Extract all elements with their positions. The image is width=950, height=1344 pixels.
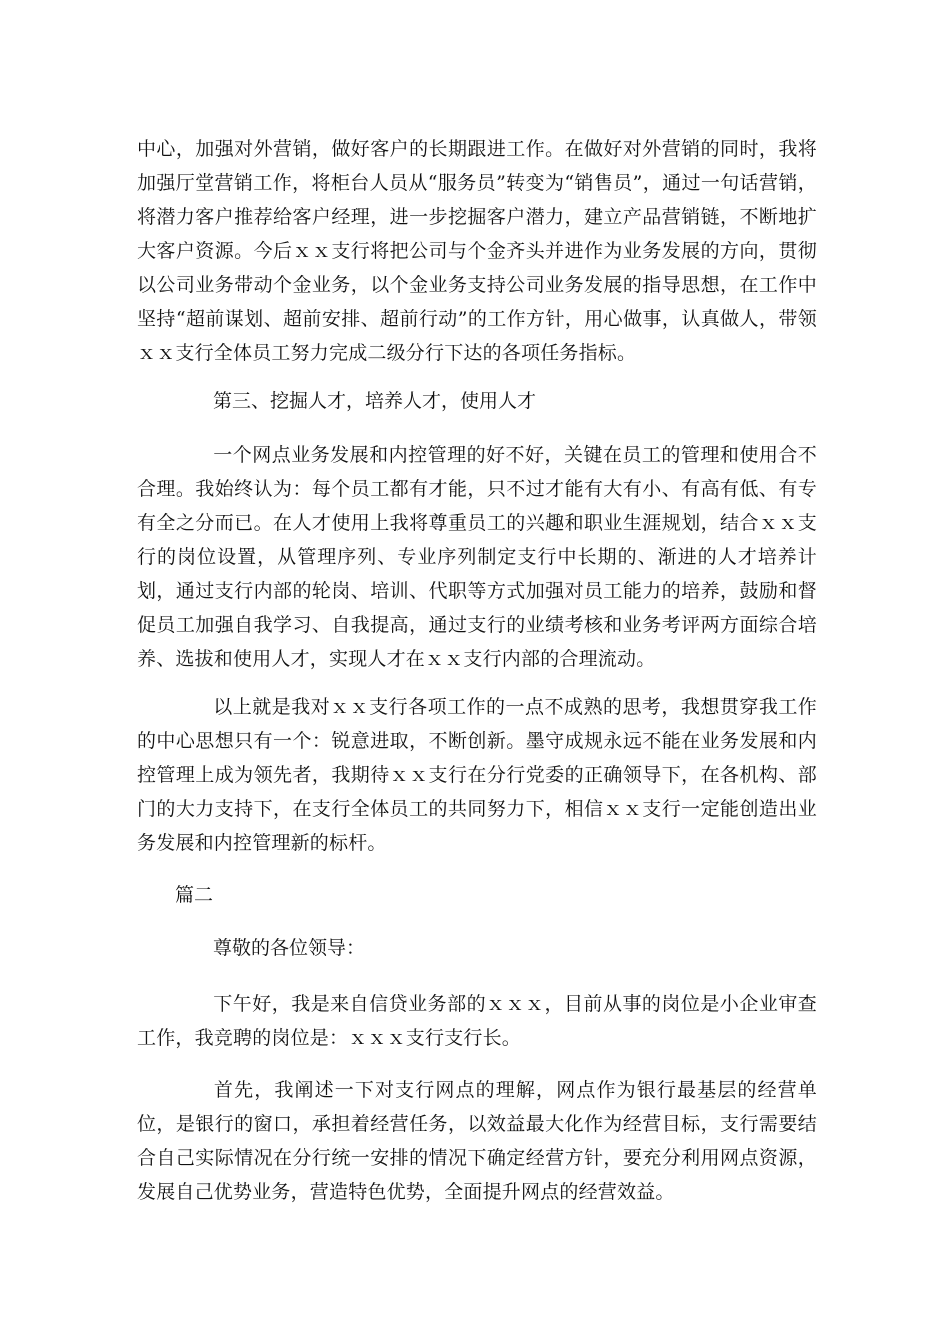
paragraph-conclusion [137, 690, 817, 860]
section-heading-talent: 第三、挖掘人才，培养人才，使用人才 [213, 390, 537, 412]
paragraph-introduction-text: 下午好，我是来自信贷业务部的ｘｘｘ，目前从事的岗位是小企业审查工作，我竞聘的岗位是：ｘｘｘ支行支行长。 [137, 993, 817, 1049]
salutation: 尊敬的各位领导： [213, 937, 366, 959]
paragraph-talent [137, 438, 817, 676]
paragraph-talent-text: 一个网点业务发展和内控管理的好不好，关键在员工的管理和使用合不合理。我始终认为：每个员工都有才能，只不过才能有大有小、有高有低、有专有全之分而已。在人才使用上我将尊重员工的兴趣和职业生涯规划，结合ｘｘ支行的岗位设置，从管理序列、专业序列制定支行中长期的、渐进的人才培养计划，通过支行内部的轮岗、培训、代职等方式加强对员工能力的培养，鼓励和督促员工加强自我学习、自我提高，通过支行的业绩考核和业务考评两方面综合培养、选拔和使用人才，实现人才在ｘｘ支行内部的合理流动。 [137, 444, 817, 670]
paragraph-branch-understanding-text: 首先，我阐述一下对支行网点的理解，网点作为银行最基层的经营单位，是银行的窗口，承担着经营任务，以效益最大化作为经营目标，支行需要结合自己实际情况在分行统一安排的情况下确定经营方针，要充分利用网点资源，发展自己优势业务，营造特色优势，全面提升网点的经营效益。 [137, 1079, 817, 1203]
paragraph-introduction [137, 987, 817, 1055]
paragraph-marketing: 中心，加强对外营销，做好客户的长期跟进工作。在做好对外营销的同时，我将加强厅堂营销工作，将柜台人员从“服务员”转变为“销售员”，通过一句话营销，将潜力客户推荐给客户经理，进一步挖掘客户潜力，建立产品营销链，不断地扩大客户资源。今后ｘｘ支行将把公司与个金齐头并进作为业务发展的方向，贯彻以公司业务带动个金业务，以个金业务支持公司业务发展的指导思想，在工作中坚持“超前谋划、超前安排、超前行动”的工作方针，用心做事，认真做人，带领ｘｘ支行全体员工努力完成二级分行下达的各项任务指标。 [137, 138, 817, 364]
paragraph-branch-understanding [137, 1073, 817, 1209]
section-title-part-two: 篇二 [175, 884, 214, 906]
paragraph-conclusion-text: 以上就是我对ｘｘ支行各项工作的一点不成熟的思考，我想贯穿我工作的中心思想只有一个：锐意进取，不断创新。墨守成规永远不能在业务发展和内控管理上成为领先者，我期待ｘｘ支行在分行党委的正确领导下，在各机构、部门的大力支持下，在支行全体员工的共同努力下，相信ｘｘ支行一定能创造出业务发展和内控管理新的标杆。 [137, 696, 817, 854]
